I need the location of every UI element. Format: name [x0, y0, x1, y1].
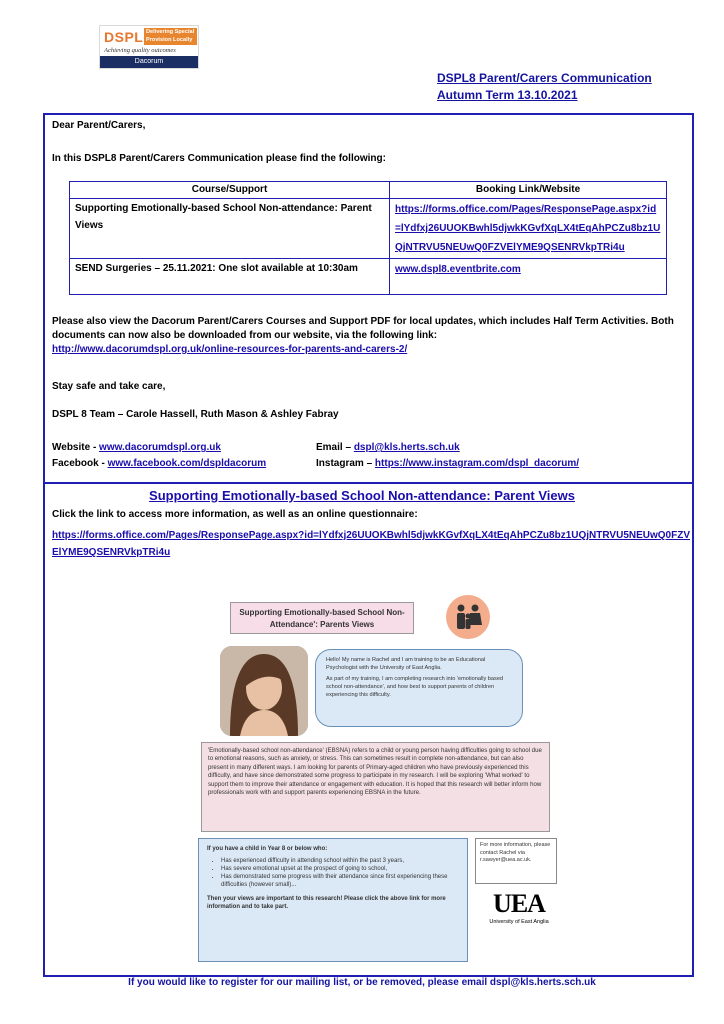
logo-strapline: Achieving quality outcomes — [104, 47, 176, 54]
email-label: Email – — [316, 442, 354, 453]
footer-note: If you would like to register for our mailing list, or be removed, please email dspl@kls.herts.sch.uk — [128, 977, 596, 988]
title-line-1: DSPL8 Parent/Carers Communication — [437, 71, 652, 85]
family-icon — [446, 595, 490, 639]
contact-box: For more information, please contact Rachel via r.sawyer@uea.ac.uk. — [475, 838, 557, 884]
instagram-line — [316, 457, 579, 471]
header-course: Course/Support — [70, 182, 390, 199]
intro-text: In this DSPL8 Parent/Carers Communication please find the following: — [52, 153, 386, 164]
researcher-photo — [220, 646, 308, 736]
website-label: Website - — [52, 442, 100, 453]
logo-brand: DSPL — [104, 29, 144, 45]
section-title[interactable]: Supporting Emotionally-based School Non-attendance: Parent Views — [149, 488, 575, 503]
header-link: Booking Link/Website — [390, 182, 667, 199]
uea-logo — [479, 889, 559, 933]
link-cell — [390, 199, 667, 259]
instagram-label: Instagram – — [316, 458, 375, 469]
courses-table — [69, 181, 667, 295]
logo-tagline: Delivering Special Provision Locally — [144, 28, 197, 45]
eligibility-box — [198, 838, 468, 962]
table-header-row — [70, 182, 667, 199]
eligibility-closing: Then your views are important to this research! Please click the above link for more information and to take part. — [207, 896, 446, 910]
greeting: Dear Parent/Carers, — [52, 120, 146, 131]
poster-title: Supporting Emotionally-based School Non-Attendance': Parents Views — [230, 602, 414, 634]
intro-speech-bubble — [315, 649, 523, 727]
link-cell — [390, 259, 667, 295]
bubble-paragraph-1: Hello! My name is Rachel and I am training to be an Educational Psychologist with the University of East Anglia. — [326, 657, 486, 671]
section-instruction: Click the link to access more information, as well as an online questionnaire: — [52, 509, 418, 520]
uea-name: University of East Anglia — [489, 919, 549, 925]
booking-link[interactable]: www.dspl8.eventbrite.com — [395, 264, 521, 275]
table-row — [70, 259, 667, 295]
ebsna-description: 'Emotionally-based school non-attendance' (EBSNA) refers to a child or young person having difficulties going to school due to emotional reasons, such as anxiety, or stress. This can sometimes result in complete non-attendance, but can also present in many different ways. I am looking for parents of Primary-aged children who have previously experienced this difficulty, and have since demonstrated some progress to participate in my research. I will be exploring 'What worked' to support them to improve their attendance or engagement with education. It is hoped that this research will better inform how professionals work with and support parents experiencing EBSNA in the future. — [201, 742, 550, 832]
document-title — [437, 70, 652, 104]
signoff: Stay safe and take care, — [52, 381, 166, 392]
email-link[interactable]: dspl@kls.herts.sch.uk — [353, 442, 460, 453]
email-line — [316, 441, 460, 455]
title-line-2: Autumn Term 13.10.2021 — [437, 88, 578, 102]
list-item: • Has severe emotional upset at the prospect of going to school, — [221, 865, 459, 873]
resources-paragraph — [52, 315, 688, 357]
logo-area: Dacorum — [100, 56, 198, 68]
course-cell: SEND Surgeries – 25.11.2021: One slot available at 10:30am — [70, 259, 390, 295]
eligibility-heading: If you have a child in Year 8 or below who: — [207, 846, 328, 852]
facebook-label: Facebook - — [52, 458, 108, 469]
list-item: • Has experienced difficulty in attending school within the past 3 years, — [221, 857, 459, 865]
bubble-paragraph-2: As part of my training, I am completing research into 'emotionally based school non-attendance', and how best to support parents of children experiencing this difficulty. — [326, 676, 504, 698]
website-link[interactable]: www.dacorumdspl.org.uk — [99, 442, 221, 453]
facebook-link[interactable]: www.facebook.com/dspldacorum — [107, 458, 267, 469]
eligibility-list — [221, 857, 459, 889]
facebook-line — [52, 457, 266, 471]
uea-mark: UEA — [493, 889, 545, 918]
dspl-logo — [99, 25, 199, 69]
website-line — [52, 441, 221, 455]
section-divider — [43, 482, 694, 484]
list-item: • Has demonstrated some progress with their attendance since first experiencing these difficulties (however small)... — [221, 873, 459, 889]
booking-link[interactable]: https://forms.office.com/Pages/ResponsePage.aspx?id=lYdfxj26UUOKBwhl5djwkKGvfXqLX4tEqAhPCZu8bz1UQjNTRVU5NEUwQ0FZVElYME9QSENRVkpTRi4u — [395, 204, 661, 253]
instagram-link[interactable]: https://www.instagram.com/dspl_dacorum/ — [374, 458, 580, 469]
course-cell: Supporting Emotionally-based School Non-attendance: Parent Views — [70, 199, 390, 259]
team-names: DSPL 8 Team – Carole Hassell, Ruth Mason & Ashley Fabray — [52, 409, 339, 420]
table-row — [70, 199, 667, 259]
questionnaire-link[interactable]: https://forms.office.com/Pages/ResponsePage.aspx?id=lYdfxj26UUOKBwhl5djwkKGvfXqLX4tEqAhPCZu8bz1UQjNTRVU5NEUwQ0FZVElYME9QSENRVkpTRi4u — [52, 530, 690, 558]
resources-text: Please also view the Dacorum Parent/Carers Courses and Support PDF for local updates, which includes Half Term Activities. Both documents can now also be downloaded from our website, via the following link: — [52, 316, 674, 341]
resources-link[interactable]: http://www.dacorumdspl.org.uk/online-resources-for-parents-and-carers-2/ — [52, 344, 408, 355]
